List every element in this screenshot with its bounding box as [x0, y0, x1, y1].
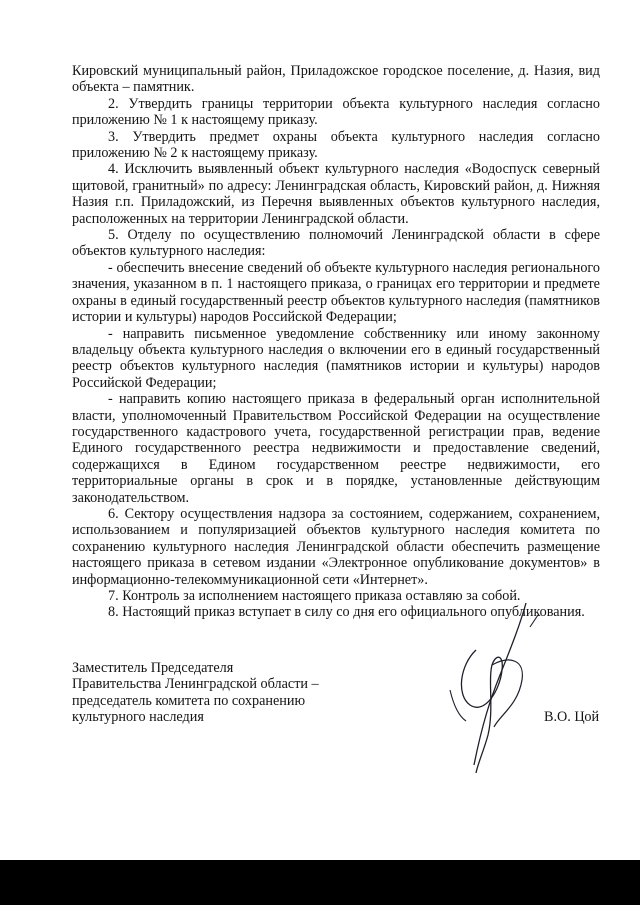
paragraph: 7. Контроль за исполнением настоящего приказа оставляю за собой. [108, 588, 521, 604]
paragraph: 2. Утвердить границы территории объекта культурного наследия согласно приложению № 1 к настоящему приказу. [72, 95, 600, 129]
signatory-title-line: культурного наследия [72, 709, 204, 726]
signatory-title-block [72, 660, 372, 726]
paragraph: 8. Настоящий приказ вступает в силу со дня его официального опубликования. [108, 604, 585, 621]
paragraph: Кировский муниципальный район, Приладожское городское поселение, д. Назия, вид объекта – памятник. [72, 63, 600, 96]
scan-bottom-border [0, 860, 640, 905]
document-body [72, 63, 600, 621]
signatory-title-line: Заместитель Председателя [72, 660, 234, 676]
paragraph: - направить копию настоящего приказа в федеральный орган исполнительной власти, уполномоченный Правительством Российской Федерации на осуществление государственного кадастрового учета, государственной регистрации прав, ведение Единого государственного реестра недвижимости и предоставление сведений, содержащихся в Едином государственном реестре недвижимости, его территориальные органы в срок и в порядке, установленные действующим законодательством. [72, 391, 600, 506]
paragraph: 6. Сектору осуществления надзора за состоянием, содержанием, сохранением, использованием и популяризацией объектов культурного наследия комитета по сохранению культурного наследия Ленинградской области обеспечить размещение настоящего приказа в сетевом издании «Электронное опубликование документов» в информационно-телекоммуникационной сети «Интернет». [72, 505, 600, 588]
signatory-name: В.О. Цой [544, 709, 600, 725]
paragraph: - обеспечить внесение сведений об объекте культурного наследия регионального значения, указанном в п. 1 настоящего приказа, о границах его территории и предмете охраны в единый государственный реестр объектов культурного наследия (памятников истории и культуры) народов Российской Федерации; [72, 259, 600, 326]
paragraph: 3. Утвердить предмет охраны объекта культурного наследия согласно приложению № 2 к настоящему приказу. [72, 128, 600, 162]
paragraph: 5. Отделу по осуществлению полномочий Ленинградской области в сфере объектов культурного наследия: [72, 227, 600, 260]
signatory-title-line: председатель комитета по сохранению [72, 692, 306, 709]
signatory-title-line: Правительства Ленинградской области – [72, 676, 319, 693]
paragraph: - направить письменное уведомление собственнику или иному законному владельцу объекта культурного наследия о включении его в единый государственный реестр объектов культурного наследия (памятников истории и культуры) народов Российской Федерации; [72, 325, 600, 391]
handwritten-signature [430, 595, 570, 785]
paragraph: 4. Исключить выявленный объект культурного наследия «Водоспуск северный щитовой, гранитный» по адресу: Ленинградская область, Кировский район, д. Нижняя Назия г.п. Приладожский, из Перечня выявленных объектов культурного наследия, расположенных на территории Ленинградской области. [72, 161, 600, 227]
